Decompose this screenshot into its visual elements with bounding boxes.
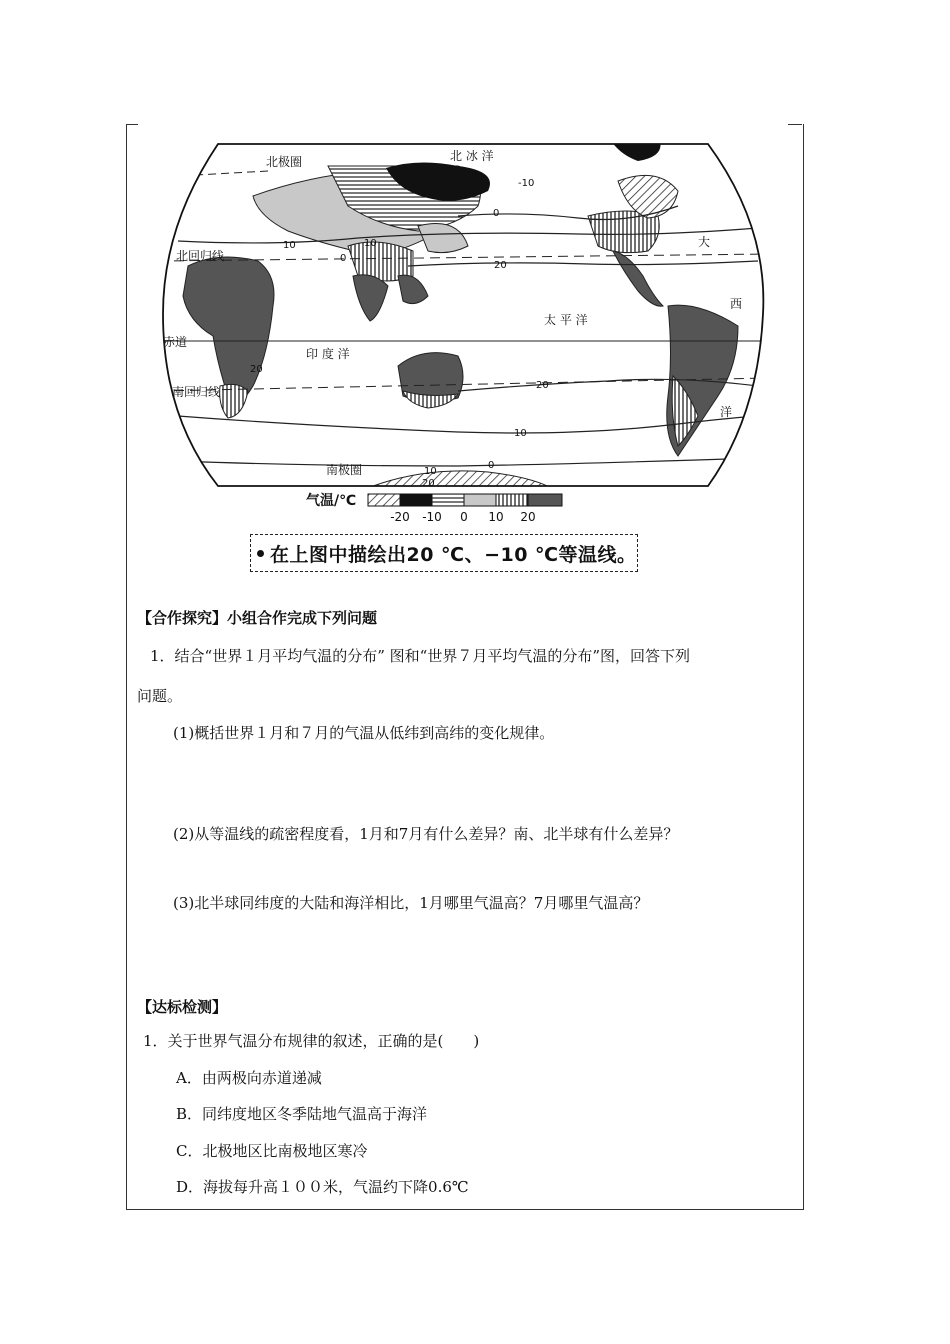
label-tropic-capricorn: 南回归线 [172, 385, 221, 399]
iso-n0-a: 0 [493, 208, 500, 219]
coop-q1-line2: 问题。 [137, 687, 183, 705]
coop-heading: 【合作探究】小组合作完成下列问题 [137, 609, 378, 627]
label-arctic-circle: 北极圈 [266, 155, 303, 169]
test-heading: 【达标检测】 [137, 998, 228, 1016]
drawing-task-text: 在上图中描绘出20 ℃、−10 ℃等温线。 [270, 543, 637, 566]
iso-s0: 0 [488, 460, 495, 471]
drawing-task-box [250, 534, 638, 572]
legend-tick: -10 [422, 510, 442, 524]
test-option-d: D．海拔每升高１００米，气温约下降0.6℃ [176, 1178, 469, 1196]
label-atlantic-3: 洋 [720, 405, 733, 419]
coop-sub1: (1)概括世界１月和７月的气温从低纬到高纬的变化规律。 [173, 724, 555, 742]
legend-tick: 0 [460, 510, 468, 524]
test-q1: 1．关于世界气温分布规律的叙述，正确的是( ) [143, 1032, 480, 1050]
test-option-a: A．由两极向赤道递减 [176, 1069, 322, 1087]
iso-s20: 20 [536, 380, 549, 391]
label-pacific-ocean: 太 平 洋 [544, 313, 588, 327]
iso-africa20: 20 [250, 364, 263, 375]
label-tropic-cancer: 北回归线 [176, 249, 225, 263]
coop-sub3: (3)北半球同纬度的大陆和海洋相比，1月哪里气温高？7月哪里气温高？ [173, 894, 649, 912]
label-arctic-ocean: 北 冰 洋 [450, 149, 494, 163]
iso-n10-b: 10 [364, 238, 377, 249]
iso-s10: 10 [514, 428, 527, 439]
iso-sp20: 20 [422, 478, 435, 489]
legend-tick: 20 [520, 510, 536, 524]
label-antarctic-circle: 南极圈 [326, 463, 363, 477]
iso-n10-a: 10 [283, 240, 296, 251]
test-option-c: C．北极地区比南极地区寒冷 [176, 1142, 368, 1160]
temperature-legend [306, 489, 576, 525]
frame-corner-left [126, 124, 138, 125]
iso-n-minus10: -10 [518, 178, 535, 189]
iso-n20: 20 [494, 260, 507, 271]
iso-n0-b: 0 [340, 253, 347, 264]
world-temperature-map [158, 136, 768, 492]
label-indian-ocean: 印 度 洋 [306, 347, 350, 361]
legend-title: 气温/℃ [306, 493, 357, 509]
label-equator: 赤道 [163, 335, 188, 349]
coop-sub2: (2)从等温线的疏密程度看，1月和7月有什么差异？南、北半球有什么差异？ [173, 825, 679, 843]
label-atlantic-2: 西 [730, 297, 743, 311]
coop-q1-line1: 1．结合“世界１月平均气温的分布” 图和“世界７月平均气温的分布”图，回答下列 [150, 647, 690, 665]
label-atlantic-1: 大 [698, 235, 711, 249]
test-option-b: B．同纬度地区冬季陆地气温高于海洋 [176, 1105, 428, 1123]
iso-sp10: 10 [424, 466, 437, 477]
frame-corner-right [788, 124, 802, 125]
bullet-icon [257, 550, 264, 557]
legend-tick: -20 [390, 510, 410, 524]
legend-tick: 10 [488, 510, 504, 524]
